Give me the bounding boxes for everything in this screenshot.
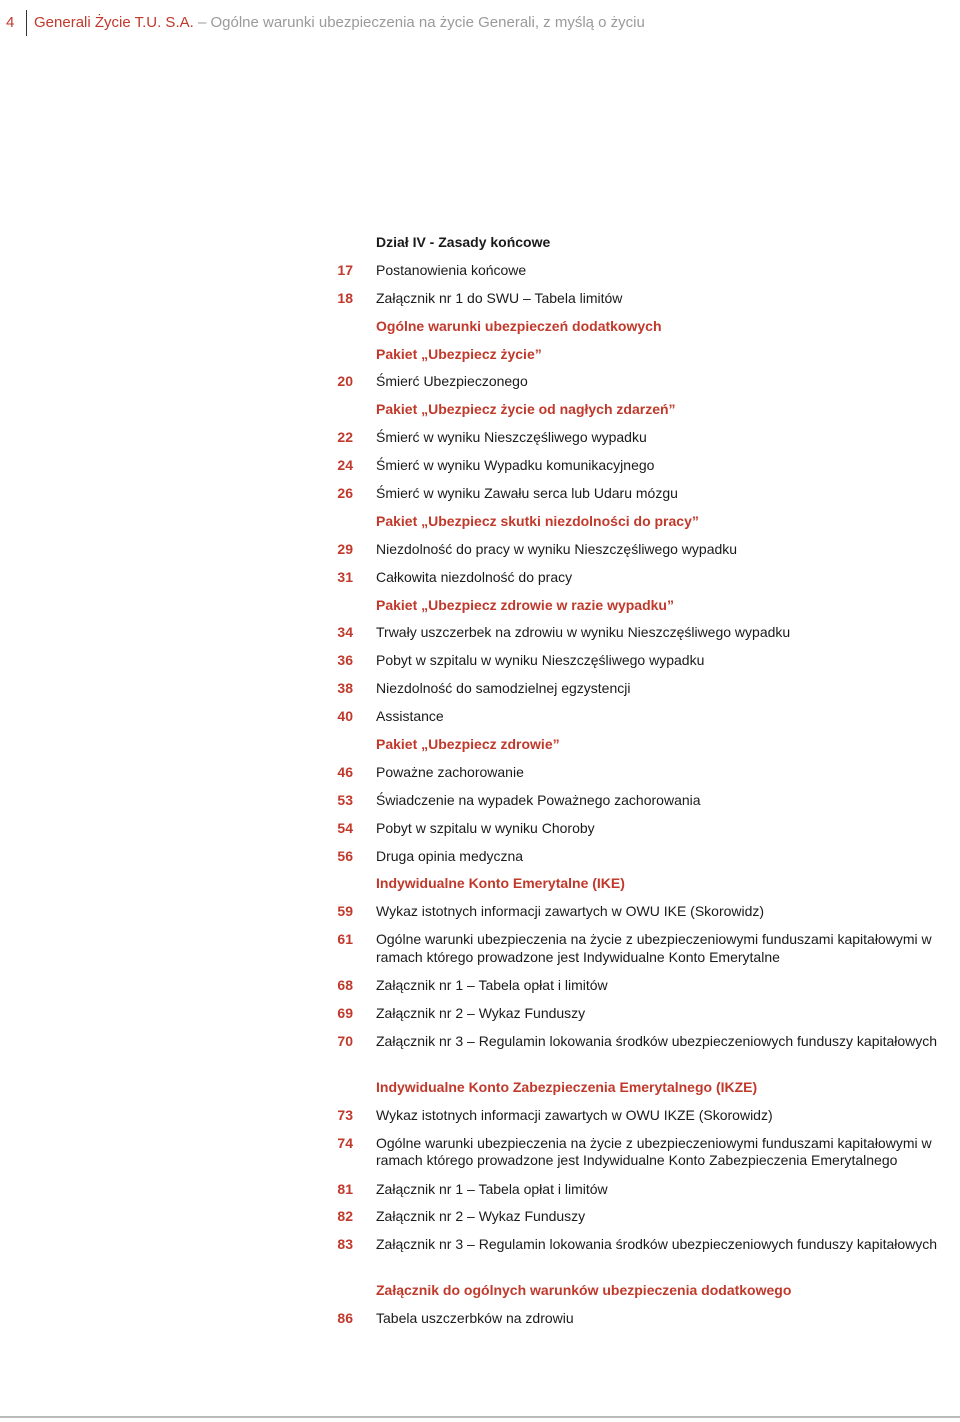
toc-entry[interactable] [0, 973, 960, 1001]
toc-page-number: 73 [337, 1106, 353, 1123]
toc-entry[interactable] [0, 230, 960, 258]
toc-entry[interactable] [0, 760, 960, 788]
toc-page-number: 74 [337, 1134, 353, 1151]
toc-entry-title: Wykaz istotnych informacji zawartych w OWU IKE (Skorowidz) [376, 903, 765, 920]
toc-entry-title: Ogólne warunki ubezpieczenia na życie z ubezpieczeniowymi funduszami kapitałowymi w ramach którego prowadzone jest Indywidualne Konto Emerytalne [376, 931, 932, 965]
toc-entry-title: Ogólne warunki ubezpieczenia na życie z ubezpieczeniowymi funduszami kapitałowymi w ramach którego prowadzone jest Indywidualne Konto Zabezpieczenia Emerytalnego [376, 1134, 932, 1169]
page-number: 4 [6, 14, 15, 31]
toc-entry[interactable] [0, 1204, 960, 1232]
table-of-contents [0, 230, 960, 1334]
toc-page-number: 29 [337, 540, 353, 557]
toc-entry-title: Trwały uszczerbek na zdrowiu w wyniku Nieszczęśliwego wypadku [376, 624, 791, 641]
toc-entry-title: Załącznik nr 3 – Regulamin lokowania środków ubezpieczeniowych funduszy kapitałowych [376, 1032, 938, 1049]
toc-entry[interactable] [0, 704, 960, 732]
toc-entry-title: Śmierć Ubezpieczonego [376, 373, 528, 390]
toc-section-heading: Indywidualne Konto Zabezpieczenia Emerytalnego (IKZE) [376, 1078, 758, 1095]
toc-page-number: 46 [337, 763, 353, 780]
toc-page-number: 22 [337, 429, 353, 446]
toc-entry-title: Wykaz istotnych informacji zawartych w OWU IKZE (Skorowidz) [376, 1106, 773, 1123]
toc-entry-title: Tabela uszczerbków na zdrowiu [376, 1310, 574, 1327]
toc-entry-title: Świadczenie na wypadek Poważnego zachorowania [376, 791, 701, 808]
toc-entry[interactable] [0, 286, 960, 314]
toc-entry[interactable] [0, 1029, 960, 1075]
toc-entry[interactable] [0, 620, 960, 648]
toc-page-number: 36 [337, 652, 353, 669]
toc-page-number: 86 [337, 1310, 353, 1327]
toc-entry-title: Śmierć w wyniku Nieszczęśliwego wypadku [376, 429, 647, 446]
toc-page-number: 82 [337, 1208, 353, 1225]
toc-entry[interactable] [0, 1075, 960, 1103]
toc-entry[interactable] [0, 369, 960, 397]
toc-entry-title: Załącznik nr 1 do SWU – Tabela limitów [376, 289, 623, 306]
toc-entry[interactable] [0, 1306, 960, 1334]
toc-page-number: 17 [337, 261, 353, 278]
toc-section-heading: Indywidualne Konto Emerytalne (IKE) [376, 875, 625, 892]
toc-entry[interactable] [0, 788, 960, 816]
toc-entry[interactable] [0, 509, 960, 537]
toc-entry[interactable] [0, 565, 960, 593]
toc-page-number: 26 [337, 485, 353, 502]
toc-page-number: 18 [337, 289, 353, 306]
toc-entry-title: Assistance [376, 708, 444, 725]
toc-entry[interactable] [0, 648, 960, 676]
toc-entry[interactable] [0, 481, 960, 509]
toc-entry[interactable] [0, 676, 960, 704]
toc-entry[interactable] [0, 816, 960, 844]
toc-entry[interactable] [0, 397, 960, 425]
toc-section-heading: Załącznik do ogólnych warunków ubezpieczenia dodatkowego [376, 1282, 792, 1299]
toc-entry[interactable] [0, 1103, 960, 1131]
toc-entry-title: Śmierć w wyniku Wypadku komunikacyjnego [376, 457, 655, 474]
toc-entry[interactable] [0, 258, 960, 286]
running-header [34, 14, 645, 31]
toc-entry-title: Całkowita niezdolność do pracy [376, 568, 573, 585]
toc-entry[interactable] [0, 1001, 960, 1029]
toc-entry[interactable] [0, 1232, 960, 1278]
toc-page-number: 53 [337, 791, 353, 808]
toc-page-number: 24 [337, 457, 353, 474]
toc-section-heading: Dział IV - Zasady końcowe [376, 234, 551, 250]
toc-entry-title: Niezdolność do pracy w wyniku Nieszczęśliwego wypadku [376, 540, 738, 557]
toc-page-number: 38 [337, 680, 353, 697]
toc-entry[interactable] [0, 871, 960, 899]
toc-section-heading: Pakiet „Ubezpiecz życie od nagłych zdarzeń” [376, 401, 676, 418]
toc-page-number: 20 [337, 373, 353, 390]
page-header [0, 10, 960, 36]
toc-page-number: 68 [337, 977, 353, 994]
toc-entry[interactable] [0, 425, 960, 453]
toc-entry-title: Poważne zachorowanie [376, 763, 524, 780]
toc-entry-title: Druga opinia medyczna [376, 847, 524, 864]
header-divider [26, 10, 27, 36]
footer-divider [0, 1416, 960, 1418]
toc-page-number: 31 [337, 568, 353, 585]
running-header-title: Generali Życie T.U. S.A. [34, 14, 194, 31]
toc-page-number: 40 [337, 708, 353, 725]
toc-page-number: 34 [337, 624, 353, 641]
toc-entry[interactable] [0, 1177, 960, 1205]
toc-entry-title: Załącznik nr 1 – Tabela opłat i limitów [376, 977, 608, 994]
toc-entry[interactable] [0, 899, 960, 927]
toc-entry-title: Załącznik nr 2 – Wykaz Funduszy [376, 1005, 586, 1022]
running-header-subtitle: Ogólne warunki ubezpieczenia na życie Generali, z myślą o życiu [210, 14, 645, 31]
toc-page-number: 61 [337, 931, 353, 948]
toc-entry[interactable] [0, 453, 960, 481]
toc-page-number: 54 [337, 819, 353, 836]
toc-page-number: 59 [337, 903, 353, 920]
toc-section-heading: Pakiet „Ubezpiecz zdrowie w razie wypadku” [376, 596, 674, 613]
toc-section-heading: Pakiet „Ubezpiecz zdrowie” [376, 736, 560, 753]
toc-entry[interactable] [0, 537, 960, 565]
running-header-dash: – [197, 14, 207, 31]
toc-section-heading: Pakiet „Ubezpiecz skutki niezdolności do pracy” [376, 512, 699, 529]
toc-entry-title: Pobyt w szpitalu w wyniku Nieszczęśliwego wypadku [376, 652, 705, 669]
toc-entry-title: Załącznik nr 3 – Regulamin lokowania środków ubezpieczeniowych funduszy kapitałowych [376, 1236, 938, 1253]
toc-section-heading: Pakiet „Ubezpiecz życie” [376, 345, 542, 362]
toc-section-heading: Ogólne warunki ubezpieczeń dodatkowych [376, 317, 662, 334]
toc-page-number: 83 [337, 1236, 353, 1253]
toc-entry[interactable] [0, 1131, 960, 1177]
toc-entry[interactable] [0, 1278, 960, 1306]
toc-page-number: 69 [337, 1005, 353, 1022]
toc-entry-title: Postanowienia końcowe [376, 261, 527, 278]
toc-entry[interactable] [0, 342, 960, 370]
toc-entry-title: Śmierć w wyniku Zawału serca lub Udaru mózgu [376, 485, 678, 502]
toc-entry[interactable] [0, 593, 960, 621]
toc-page-number: 70 [337, 1032, 353, 1049]
toc-page-number: 81 [337, 1180, 353, 1197]
toc-entry-title: Załącznik nr 2 – Wykaz Funduszy [376, 1208, 586, 1225]
toc-entry-title: Pobyt w szpitalu w wyniku Choroby [376, 819, 595, 836]
toc-entry[interactable] [0, 844, 960, 872]
toc-page-number: 56 [337, 847, 353, 864]
toc-entry[interactable] [0, 732, 960, 760]
toc-entry[interactable] [0, 927, 960, 973]
toc-entry-title: Załącznik nr 1 – Tabela opłat i limitów [376, 1180, 608, 1197]
toc-entry[interactable] [0, 314, 960, 342]
toc-entry-title: Niezdolność do samodzielnej egzystencji [376, 680, 631, 697]
